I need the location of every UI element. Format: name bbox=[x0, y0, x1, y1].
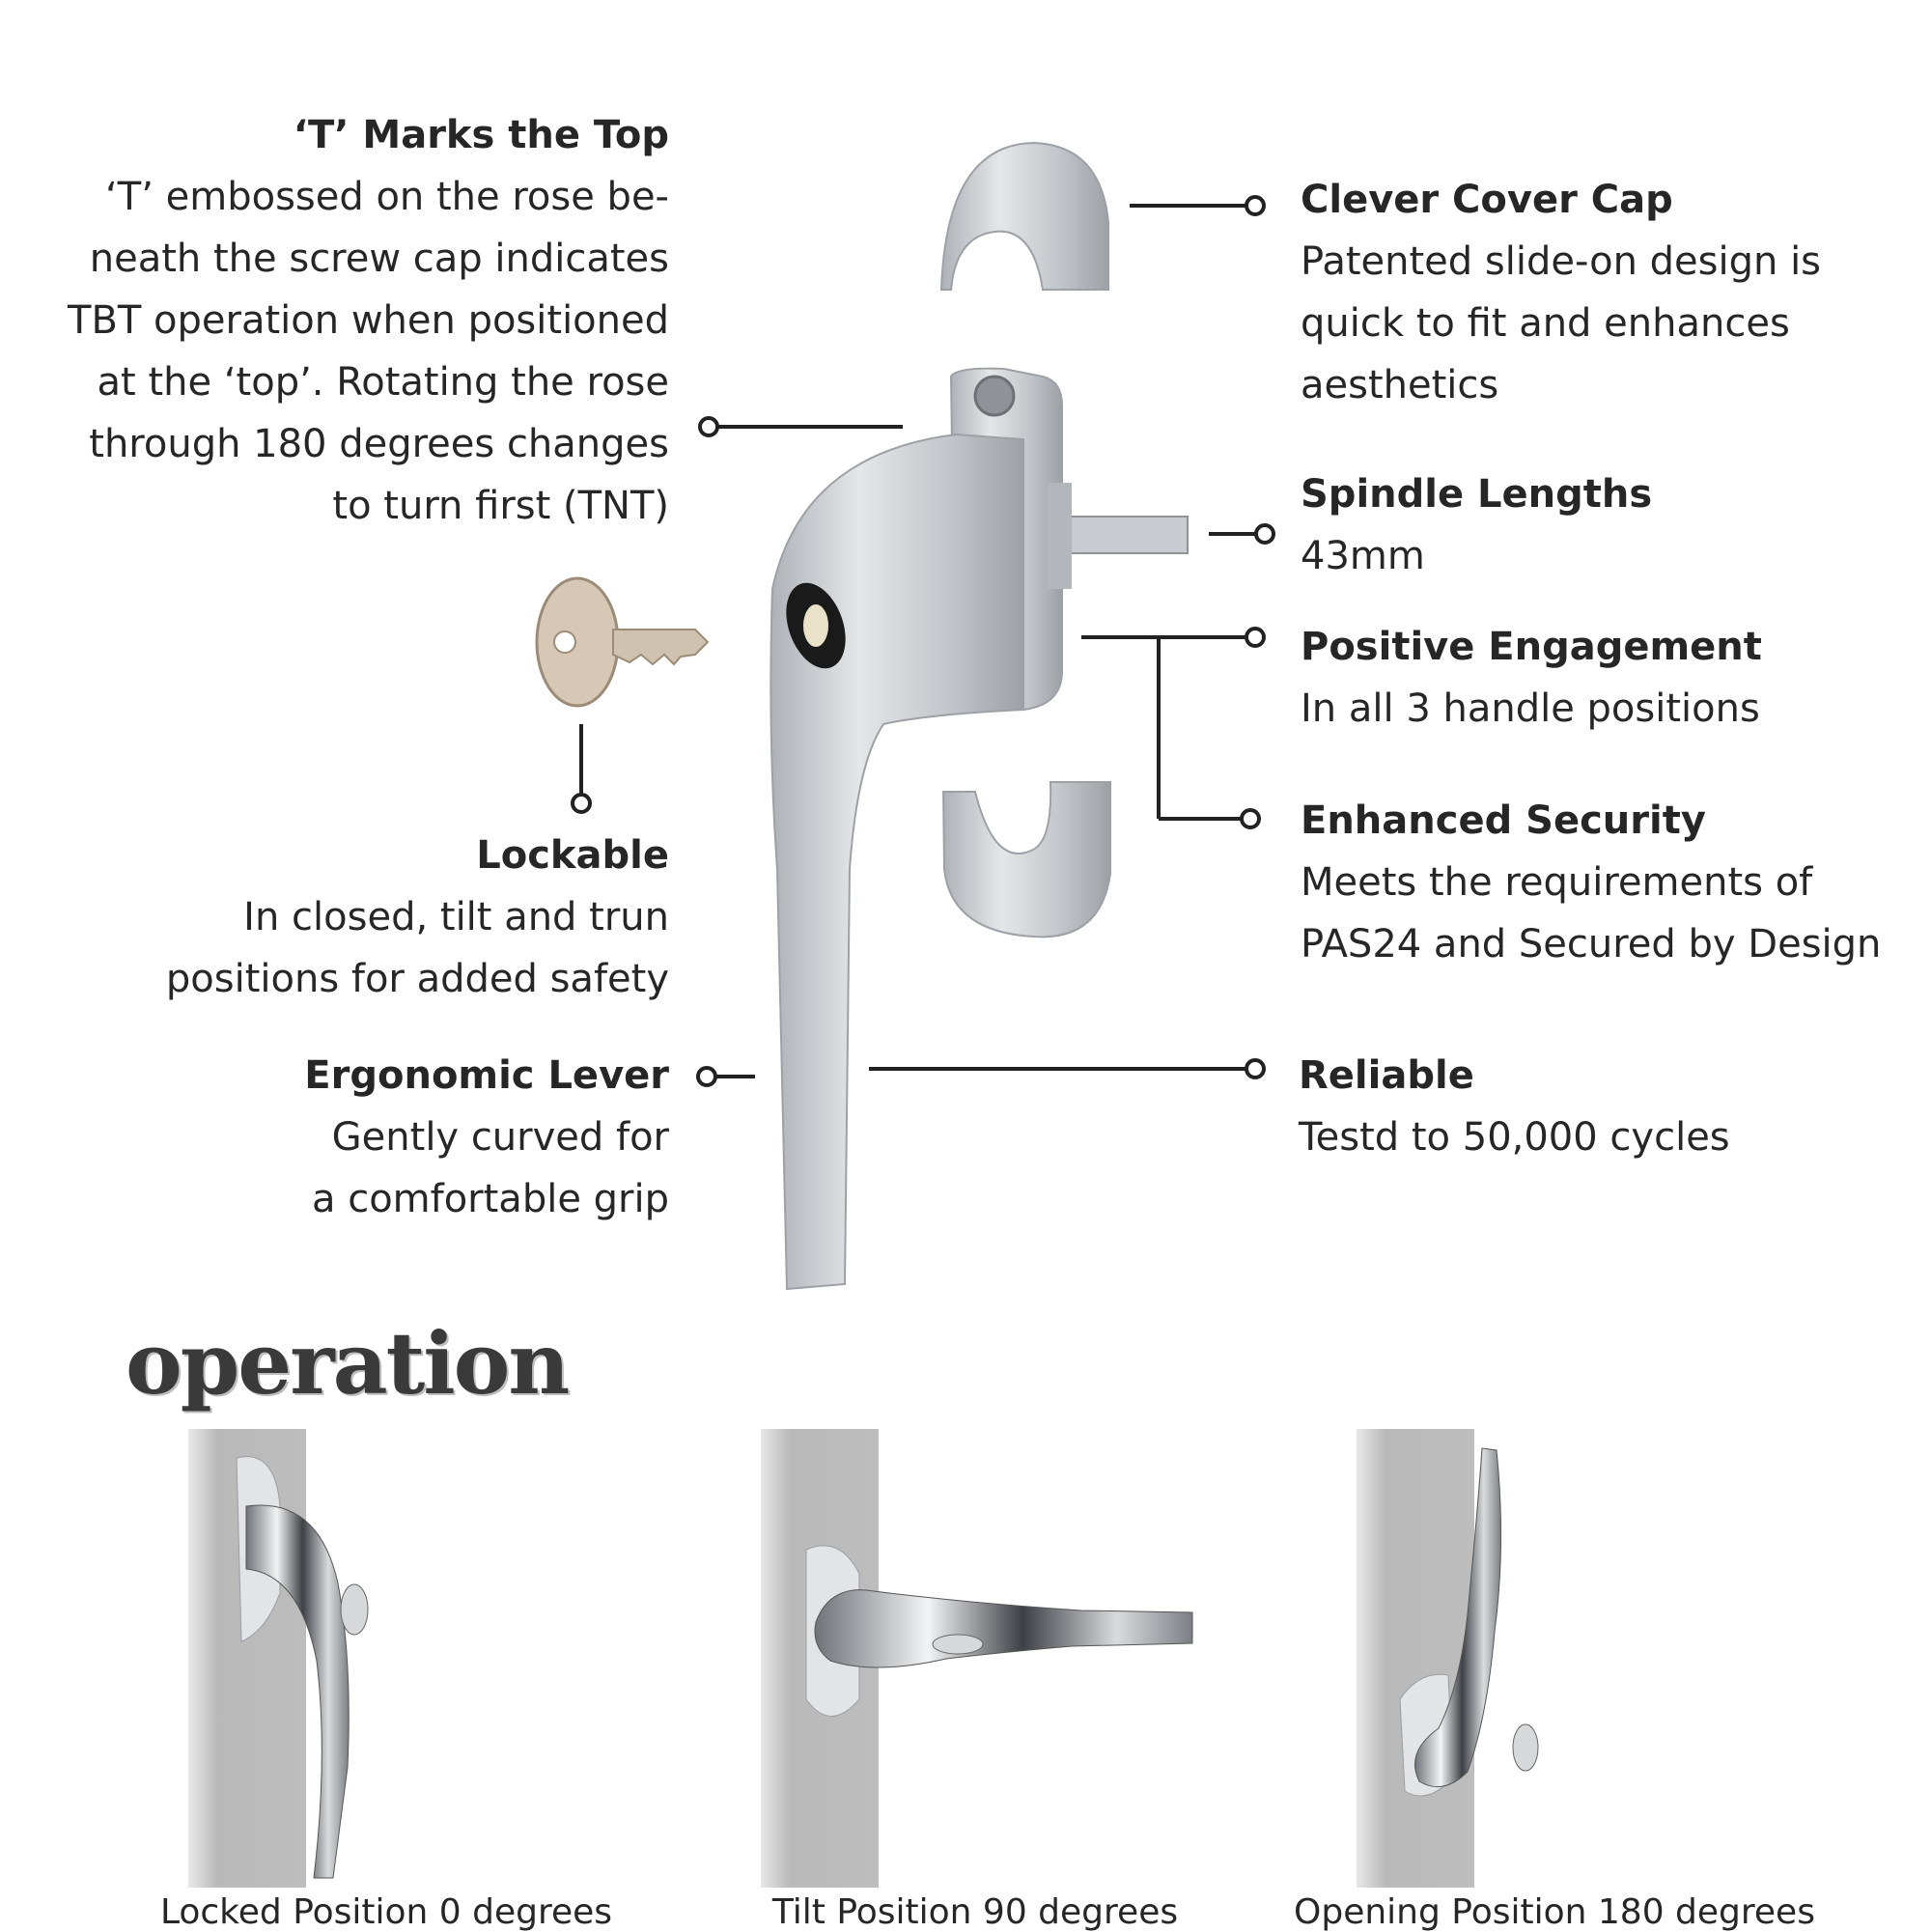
feature-text: positions for added safety bbox=[165, 957, 669, 1001]
feature-engagement bbox=[1301, 616, 1762, 740]
feature-cover-cap bbox=[1301, 169, 1821, 416]
feature-spindle bbox=[1301, 463, 1652, 587]
feature-title: Reliable bbox=[1299, 1053, 1474, 1098]
feature-title: Spindle Lengths bbox=[1301, 472, 1653, 517]
feature-text: Testd to 50,000 cycles bbox=[1299, 1115, 1730, 1160]
operation-photo-opening bbox=[1357, 1429, 1538, 1888]
feature-text: a comfortable grip bbox=[311, 1177, 669, 1221]
feature-title: ‘T’ Marks the Top bbox=[293, 113, 669, 157]
feature-reliable bbox=[1299, 1045, 1730, 1168]
feature-t-marks bbox=[68, 104, 669, 537]
caption-opening: Opening Position 180 degrees bbox=[1294, 1892, 1815, 1932]
operation-photo-tilt bbox=[761, 1429, 1192, 1888]
feature-text: through 180 degrees changes bbox=[89, 422, 669, 466]
caption-locked: Locked Position 0 degrees bbox=[159, 1892, 613, 1932]
feature-title: Ergonomic Lever bbox=[304, 1053, 669, 1098]
feature-text: neath the screw cap indicates bbox=[89, 237, 669, 281]
feature-text: In all 3 handle positions bbox=[1301, 686, 1760, 731]
feature-text: at the ‘top’. Rotating the rose bbox=[97, 360, 669, 405]
feature-security bbox=[1301, 790, 1881, 975]
feature-text: 43mm bbox=[1301, 534, 1425, 578]
feature-text: to turn first (TNT) bbox=[332, 484, 669, 528]
bottom-cover-cap bbox=[943, 782, 1110, 937]
feature-ergonomic bbox=[304, 1045, 669, 1230]
feature-text: Meets the requirements of bbox=[1301, 860, 1813, 905]
feature-text: quick to fit and enhances bbox=[1301, 301, 1790, 346]
feature-title: Clever Cover Cap bbox=[1301, 178, 1673, 222]
operation-photo-locked bbox=[188, 1429, 368, 1888]
top-cover-cap bbox=[941, 143, 1108, 290]
operation-heading: operation bbox=[126, 1313, 569, 1414]
key-icon bbox=[537, 578, 708, 706]
feature-lockable bbox=[166, 825, 669, 1010]
key-cylinder-icon bbox=[803, 604, 828, 647]
feature-text: ‘T’ embossed on the rose be- bbox=[105, 175, 669, 219]
feature-text: Patented slide-on design is bbox=[1301, 239, 1822, 284]
feature-title: Lockable bbox=[476, 833, 669, 878]
feature-text: aesthetics bbox=[1301, 363, 1499, 407]
feature-text: In closed, tilt and trun bbox=[243, 895, 669, 939]
feature-text: Gently curved for bbox=[331, 1115, 669, 1160]
feature-title: Positive Engagement bbox=[1301, 625, 1762, 669]
feature-text: PAS24 and Secured by Design bbox=[1301, 922, 1882, 966]
feature-title: Enhanced Security bbox=[1301, 798, 1706, 843]
feature-text: TBT operation when positioned bbox=[68, 298, 669, 343]
caption-tilt: Tilt Position 90 degrees bbox=[771, 1892, 1179, 1932]
